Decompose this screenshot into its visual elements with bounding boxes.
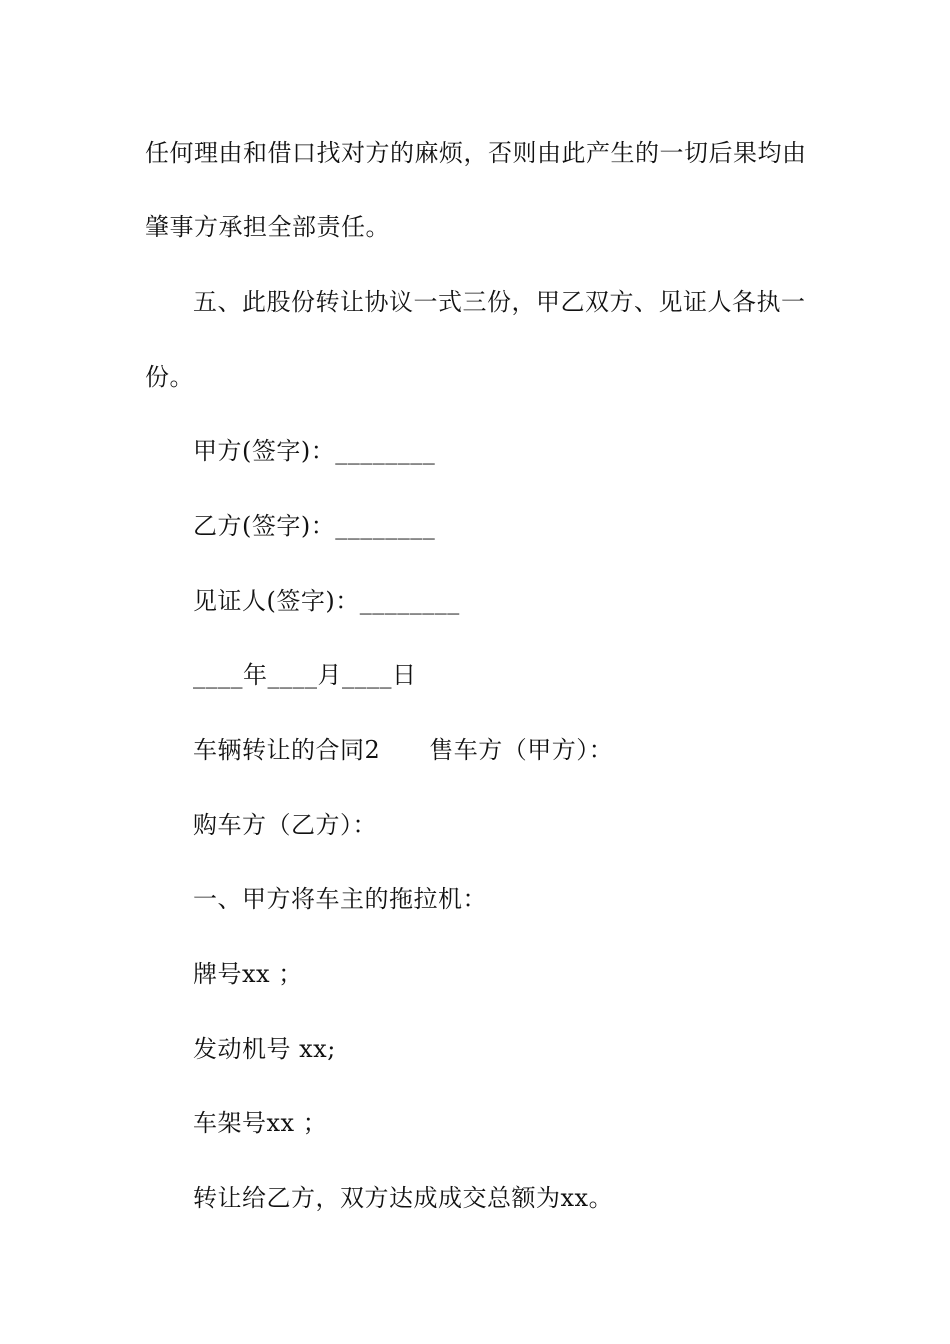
plate-number-line: 牌号xx ； bbox=[193, 960, 303, 988]
frame-number-line: 车架号xx ； bbox=[193, 1109, 328, 1137]
buyer-line: 购车方（乙方）： bbox=[193, 811, 377, 839]
paragraph-line: 任何理由和借口找对方的麻烦，否则由此产生的一切后果均由 bbox=[145, 139, 807, 167]
paragraph-line: 份。 bbox=[145, 363, 194, 391]
paragraph-line: 肇事方承担全部责任。 bbox=[145, 213, 390, 241]
signature-line-party-a: 甲方(签字)：________ bbox=[193, 437, 436, 465]
paragraph-line: 五、此股份转让协议一式三份，甲乙双方、见证人各执一 bbox=[193, 288, 806, 316]
signature-line-party-b: 乙方(签字)：________ bbox=[193, 512, 436, 540]
signature-line-witness: 见证人(签字)：________ bbox=[193, 587, 460, 615]
contract-heading-line: 车辆转让的合同2 售车方（甲方）： bbox=[193, 736, 614, 764]
transfer-amount-line: 转让给乙方，双方达成成交总额为xx。 bbox=[193, 1184, 614, 1212]
engine-number-line: 发动机号 xx; bbox=[193, 1035, 336, 1063]
date-line: ____年____月____日 bbox=[193, 661, 417, 689]
clause-line: 一、甲方将车主的拖拉机： bbox=[193, 885, 487, 913]
